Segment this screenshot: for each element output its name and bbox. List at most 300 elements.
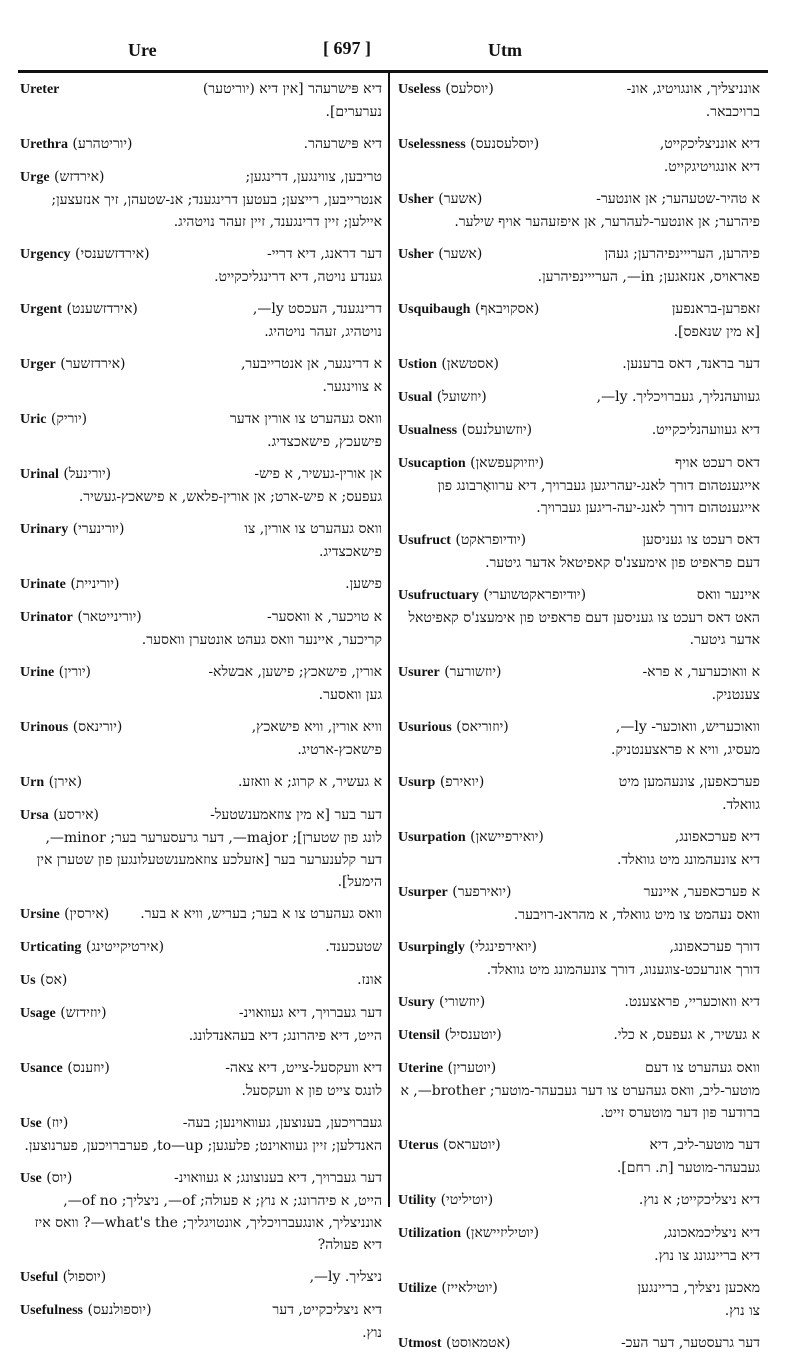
- entry-first-line: [398, 386, 760, 409]
- definition-start: פישען.: [345, 576, 382, 592]
- dictionary-entry: [398, 991, 760, 1014]
- entry-first-line: [398, 1222, 760, 1245]
- definition-start: דיא ניצליכקייט; א נוץ.: [638, 1192, 760, 1208]
- pronunciation: (אירטיקייטינג): [85, 939, 165, 955]
- definition-continued: גוואלד.: [722, 797, 760, 813]
- pronunciation: (יואירפער): [452, 884, 512, 900]
- pronunciation: (יוזשועל): [436, 389, 487, 405]
- definition-continued: געבעהר-מוטער [ת. רחם].: [616, 1160, 760, 1176]
- dictionary-entry: [20, 463, 382, 508]
- entry-first-line: [20, 661, 382, 684]
- pronunciation: (יוספול): [62, 1269, 107, 1285]
- dictionary-entry: [20, 1002, 382, 1047]
- dictionary-entry: [20, 804, 382, 893]
- definition-start: דאס רעכט צו געניסען: [642, 532, 760, 548]
- definition-start: געוועהנליך, געברויכליך. ly—,: [596, 389, 760, 405]
- pronunciation: (אשער): [438, 246, 483, 262]
- pronunciation: (יוריניית): [70, 576, 120, 592]
- headword-group: [398, 1222, 539, 1245]
- entry-first-line: [20, 1299, 382, 1322]
- definition-start: דיא ניצליכמאכונג,: [663, 1225, 760, 1241]
- page-number: [ 697 ]: [323, 38, 371, 58]
- dictionary-entry: [398, 661, 760, 706]
- headword-group: [20, 243, 150, 266]
- headword: Ustion: [398, 357, 437, 372]
- headword: Urgent: [20, 302, 62, 317]
- headword: Usher: [398, 247, 434, 262]
- definition-start: וואוכעריש, וואוכער- ly—,: [615, 719, 760, 735]
- dictionary-entry: [20, 1299, 382, 1344]
- headword: Uterus: [398, 1138, 439, 1153]
- headword: Ureter: [20, 82, 60, 97]
- definition-start: מאכען ניצליך, בריינגען: [637, 1280, 760, 1296]
- pronunciation: (אירדזשענט): [66, 301, 138, 317]
- pronunciation: (יורינאס): [72, 719, 123, 735]
- definition-start: אן אורין-געשיר, א פיש-: [254, 466, 382, 482]
- dictionary-entry: [20, 661, 382, 706]
- entry-first-line: [20, 716, 382, 739]
- pronunciation: (יורין): [58, 664, 91, 680]
- definition-continued: דיא אונגויטיגקייט.: [663, 159, 760, 175]
- definition-continued: געפעס; א פיש-ארט; אן אורין-פלאש, א פישאכץ-געשיר.: [78, 489, 382, 505]
- pronunciation: (יוז): [46, 1115, 69, 1131]
- headword: Usufructuary: [398, 588, 479, 603]
- dictionary-entry: [398, 419, 760, 442]
- headword-group: [20, 903, 109, 926]
- headword: Uselessness: [398, 137, 466, 152]
- pronunciation: (יוטיליטי): [440, 1192, 494, 1208]
- definition-start: א געשיר, א קרוג; א וואזע.: [237, 774, 382, 790]
- pronunciation: (אירסין): [64, 906, 110, 922]
- definition-start: וואס געהערט צו דעם: [644, 1060, 760, 1076]
- pronunciation: (יורינעל): [63, 466, 112, 482]
- headword: Urge: [20, 170, 50, 185]
- headword: Usurer: [398, 665, 440, 680]
- dictionary-entry: [398, 1222, 760, 1267]
- pronunciation: (יוריטהרע): [72, 136, 133, 152]
- dictionary-entry: [398, 452, 760, 519]
- headword-group: [398, 584, 586, 607]
- definition-start: דיא אונניצליכקייט,: [659, 136, 760, 152]
- headword-group: [20, 1112, 68, 1135]
- dictionary-entry: [20, 771, 382, 794]
- entry-first-line: [398, 584, 760, 607]
- definition-start: דער בער [א מין צוזאמענשטעל-: [210, 807, 382, 823]
- headword: Utility: [398, 1193, 437, 1208]
- headword: Urethra: [20, 137, 68, 152]
- definition-start: וואס געהערט צו אורין אדער: [229, 411, 382, 427]
- definition-start: א וואוכערער, א פרא-: [642, 664, 760, 680]
- dictionary-entry: [20, 1266, 382, 1289]
- definition-continued: צו נוץ.: [724, 1303, 760, 1319]
- dictionary-entry: [398, 188, 760, 233]
- headword-group: [20, 463, 111, 486]
- definition-start: דיא פערכאפונג,: [674, 829, 760, 845]
- entry-first-line: [398, 529, 760, 552]
- definition-continued: נערערים].: [325, 104, 382, 120]
- headword: Usufruct: [398, 533, 451, 548]
- definition-continued: וואס נעהמט צו מיט גוואלד, א מהראנ-רויבער.: [513, 907, 760, 923]
- entry-first-line: [398, 452, 760, 475]
- headword: Urinary: [20, 522, 69, 537]
- dictionary-entry: [20, 606, 382, 651]
- entry-first-line: [398, 881, 760, 904]
- pronunciation: (יוסלעסנעס): [470, 136, 540, 152]
- pronunciation: (אשער): [438, 191, 483, 207]
- headword-group: [20, 133, 132, 156]
- pronunciation: (אירדזשענסי): [75, 246, 150, 262]
- definition-start: וואס געהערט צו אורין, צו: [244, 521, 382, 537]
- pronunciation: (יוזיוקעפשאן): [470, 455, 545, 471]
- headword: Usucaption: [398, 456, 466, 471]
- definition-continued: דיא בריינגונג צו נוץ.: [654, 1248, 760, 1264]
- headword: Usher: [398, 192, 434, 207]
- pronunciation: (יוס): [46, 1170, 73, 1186]
- entry-first-line: [20, 771, 382, 794]
- dictionary-entry: [20, 936, 382, 959]
- dictionary-entry: [398, 298, 760, 343]
- headword-group: [398, 771, 484, 794]
- dictionary-entry: [398, 529, 760, 574]
- dictionary-entry: [20, 903, 382, 926]
- entry-first-line: [20, 298, 382, 321]
- pronunciation: (יוזוריאס): [456, 719, 509, 735]
- definition-start: א טהיר-שטעהער; אן אונטער-: [596, 191, 760, 207]
- dictionary-entry: [398, 1189, 760, 1212]
- definition-start: וויא אורין, וויא פישאכץ,: [251, 719, 382, 735]
- pronunciation: (יואירפינגלי): [469, 939, 537, 955]
- dictionary-entry: [20, 166, 382, 233]
- definition-start: א דרינגער, אן אנטרייבער,: [240, 356, 382, 372]
- headword-group: [398, 1277, 498, 1300]
- definition-continued: האנדלען; זיין געוואוינט; פלעגען; to—up, פערברויכען, פערנוצען.: [24, 1138, 382, 1154]
- pronunciation: (יוטענסיל): [444, 1027, 502, 1043]
- headword-group: [398, 661, 501, 684]
- headword-group: [20, 1299, 152, 1322]
- headword: Usefulness: [20, 1303, 84, 1318]
- pronunciation: (אירסע): [53, 807, 100, 823]
- entry-first-line: [20, 804, 382, 827]
- definition-start: דער געברויך, דיא בענוצונג; א געוואוינ-: [174, 1170, 382, 1186]
- definition-start: דיא געוועהנליכקייט.: [651, 422, 760, 438]
- definition-start: דורך פערכאפונג,: [669, 939, 760, 955]
- definition-continued: גען וואסער.: [318, 687, 382, 703]
- column-divider: [388, 72, 390, 1207]
- pronunciation: (אירדזש): [54, 169, 105, 185]
- definition-start: דרינגענד, העכסט ly—,: [252, 301, 382, 317]
- definition-start: אורין, פישאכץ; פישען, אבשלא-: [208, 664, 382, 680]
- page-header: [18, 34, 768, 64]
- definition-continued: אנטרייבען, רייצען; בעטען דרינגענד; אנ-שטעהן, זיך אנזעצען; איילען; זיין דרינגענד, זיין זעהר נויטהיג.: [51, 192, 382, 230]
- headword: Urinator: [20, 610, 73, 625]
- definition-start: דיא פּישרעהר.: [303, 136, 382, 152]
- headword-group: [398, 936, 537, 959]
- headword-group: [398, 1134, 501, 1157]
- dictionary-entry: [20, 969, 382, 992]
- headword-group: [398, 386, 487, 409]
- headword-group: [20, 1167, 72, 1190]
- dictionary-entry: [398, 1332, 760, 1355]
- definition-continued: [א מין שנאפס].: [673, 324, 760, 340]
- dictionary-entry: [20, 298, 382, 343]
- definition-start: פערכאפען, צונעהמען מיט: [618, 774, 760, 790]
- headword: Urine: [20, 665, 55, 680]
- headword-group: [20, 1057, 110, 1080]
- entry-first-line: [398, 826, 760, 849]
- pronunciation: (יוזידזש): [60, 1005, 107, 1021]
- pronunciation: (אסטשאן): [441, 356, 499, 372]
- headword-group: [398, 826, 544, 849]
- definition-continued: פישאכצדיג.: [319, 544, 382, 560]
- dictionary-entry: [20, 133, 382, 156]
- headword-group: [398, 133, 539, 156]
- definition-start: דיא פּישרעהר [אין דיא (יוריטער): [202, 81, 382, 97]
- definition-start: א טויכער, א וואסער-: [266, 609, 382, 625]
- definition-start: זאפרען-בראנפען: [671, 301, 760, 317]
- headword: Use: [20, 1116, 42, 1131]
- left-column: [20, 78, 382, 1341]
- headword-group: [398, 452, 544, 475]
- dictionary-entry: [398, 78, 760, 123]
- dictionary-entry: [398, 243, 760, 288]
- entry-first-line: [20, 936, 382, 959]
- headword: Uric: [20, 412, 47, 427]
- entry-first-line: [398, 1277, 760, 1300]
- headword: Utilize: [398, 1281, 437, 1296]
- definition-start: טריבען, צווינגען, דרינגען;: [245, 169, 382, 185]
- pronunciation: (אירן): [48, 774, 83, 790]
- pronunciation: (יוטערין): [447, 1060, 497, 1076]
- headword: Useful: [20, 1270, 59, 1285]
- dictionary-entry: [398, 936, 760, 981]
- definition-continued: א צווינגער.: [322, 379, 382, 395]
- definition-continued: נויטהיג, זעהר נויטהיג.: [264, 324, 382, 340]
- dictionary-entry: [20, 716, 382, 761]
- pronunciation: (אטמאוסט): [446, 1335, 511, 1351]
- dictionary-entry: [398, 1134, 760, 1179]
- definition-continued: דורך אונרעכט-צוגענוג, דורך צונעהמונג מיט גוואלד.: [486, 962, 760, 978]
- dictionary-entry: [398, 386, 760, 409]
- headword: Usurpation: [398, 830, 466, 845]
- definition-start: דער גרעסטער, דער העכ-: [620, 1335, 760, 1351]
- entry-first-line: [20, 133, 382, 156]
- entry-first-line: [20, 353, 382, 376]
- definition-continued: פיהרער; אן אונטער-לעהרער, אן איפזעהער אויף שילער.: [454, 214, 760, 230]
- right-column: [398, 78, 760, 1351]
- entry-first-line: [398, 419, 760, 442]
- headword-group: [20, 804, 99, 827]
- headword: Usualness: [398, 423, 458, 438]
- definition-continued: פישעכץ, פישאכצדיג.: [267, 434, 382, 450]
- pronunciation: (אסקויבאף): [474, 301, 540, 317]
- entry-first-line: [20, 166, 382, 189]
- headword-group: [20, 166, 104, 189]
- headword-group: [20, 408, 87, 431]
- headword: Us: [20, 973, 36, 988]
- dictionary-entry: [398, 1024, 760, 1047]
- headword: Utensil: [398, 1028, 440, 1043]
- entry-first-line: [398, 661, 760, 684]
- definition-start: דיא וועקסעל-צייט, דיא צאה-: [225, 1060, 382, 1076]
- headword-group: [20, 1266, 106, 1289]
- headword-group: [398, 298, 539, 321]
- entry-first-line: [20, 573, 382, 596]
- entry-first-line: [398, 1024, 760, 1047]
- headword: Uterine: [398, 1061, 444, 1076]
- dictionary-entry: [20, 78, 382, 123]
- entry-first-line: [20, 408, 382, 431]
- headword-group: [20, 969, 67, 992]
- headword-group: [20, 661, 91, 684]
- pronunciation: (יוזשורי): [439, 994, 486, 1010]
- headword-group: [398, 353, 499, 376]
- entry-first-line: [20, 1057, 382, 1080]
- definition-continued: דעם פראפיט פון אימעצנ'ס קאפיטאל אדער גיטער.: [485, 555, 760, 571]
- headword-group: [398, 419, 532, 442]
- dictionary-entry: [20, 243, 382, 288]
- headword: Usance: [20, 1061, 63, 1076]
- dictionary-entry: [398, 716, 760, 761]
- headword-group: [398, 1057, 496, 1080]
- headword-group: [20, 606, 142, 629]
- entry-first-line: [398, 991, 760, 1014]
- headword-group: [20, 1002, 107, 1025]
- headword-group: [20, 518, 124, 541]
- entry-first-line: [398, 716, 760, 739]
- entry-first-line: [20, 1167, 382, 1190]
- headword: Urticating: [20, 940, 82, 955]
- headword-group: [20, 716, 122, 739]
- dictionary-entry: [398, 771, 760, 816]
- pronunciation: (יוזשועלנעס): [461, 422, 533, 438]
- dictionary-entry: [398, 826, 760, 871]
- definition-continued: האט דאס רעכט צו געניסען דעם פראפיט פון אימעצנ'ס קאפיטאל אדער גיטער.: [408, 610, 760, 648]
- pronunciation: (יוספולנעס): [87, 1302, 152, 1318]
- headword: Urinous: [20, 720, 69, 735]
- dictionary-entry: [398, 1277, 760, 1322]
- headword: Urinate: [20, 577, 66, 592]
- definition-continued: לונג פון שטערן]; major—, דער גרעסערער בער; minor—, דער קלענערער בער [אזעלכע צוזאמענשטעלונגען פון שטערן אין הימעל].: [36, 830, 382, 890]
- entry-first-line: [398, 298, 760, 321]
- definition-start: דאס רעכט אויף: [674, 455, 760, 471]
- headword: Urger: [20, 357, 56, 372]
- guide-word-left: Ure: [128, 40, 157, 60]
- definition-continued: גענדע נויטה, דיא דרינגליכקייט.: [214, 269, 382, 285]
- headword-group: [20, 573, 120, 596]
- entry-first-line: [398, 936, 760, 959]
- headword-group: [398, 243, 482, 266]
- headword: Usurpingly: [398, 940, 465, 955]
- definition-continued: הייט, א פיהרונג; א נוץ; א פעולה; of—, ניצליך; of no—, אונניצליך, אונגעברויכליך, אונטויגליך; what's the—? וואס איז דיא פעולה?: [34, 1193, 382, 1253]
- definition-start: דיא ניצליכקייט, דער: [272, 1302, 382, 1318]
- definition-continued: אייגענטהום דורך לאנג-יעהריגען געברויך, דיא ערוואָרבונג פון אייגענטהום דורך לאנג-יעה-ריגען געברויך.: [437, 478, 760, 516]
- pronunciation: (יוריק): [50, 411, 88, 427]
- definition-start: דער בראנד, דאס ברענען.: [622, 356, 760, 372]
- dictionary-entry: [20, 408, 382, 453]
- entry-first-line: [398, 243, 760, 266]
- definition-start: דער דראנג, דיא דריי-: [266, 246, 382, 262]
- pronunciation: (יואירפיישאן): [470, 829, 544, 845]
- headword: Useless: [398, 82, 441, 97]
- headword: Utmost: [398, 1336, 442, 1351]
- headword: Ursa: [20, 808, 49, 823]
- headword: Usage: [20, 1006, 56, 1021]
- entry-first-line: [398, 78, 760, 101]
- definition-continued: ברויכבאר.: [705, 104, 760, 120]
- dictionary-entry: [20, 1167, 382, 1256]
- definition-start: א געשיר, א געפעס, א כלי.: [613, 1027, 760, 1043]
- headword: Usurp: [398, 775, 436, 790]
- headword-group: [20, 298, 138, 321]
- definition-start: אונז.: [357, 972, 382, 988]
- definition-continued: קריכער, איינער וואס געהט אונטערן וואסער.: [141, 632, 382, 648]
- definition-continued: נוץ.: [362, 1325, 382, 1341]
- definition-start: א פערכאפער, איינער: [643, 884, 760, 900]
- headword-group: [398, 991, 485, 1014]
- entry-first-line: [398, 188, 760, 211]
- header-rule: [18, 70, 768, 73]
- dictionary-entry: [20, 1057, 382, 1102]
- definition-continued: פישאכץ-ארטיג.: [297, 742, 382, 758]
- dictionary-entry: [20, 573, 382, 596]
- definition-start: געברויכען, בענוצען, געוואוינען; בעה-: [182, 1115, 382, 1131]
- headword: Utilization: [398, 1226, 461, 1241]
- entry-first-line: [398, 1189, 760, 1212]
- headword-group: [398, 1332, 511, 1355]
- definition-start: איינער וואס: [696, 587, 760, 603]
- pronunciation: (יוזענס): [67, 1060, 110, 1076]
- pronunciation: (יואירפ): [439, 774, 485, 790]
- pronunciation: (יורינייטאר): [77, 609, 142, 625]
- pronunciation: (יוטיליזיישאן): [465, 1225, 540, 1241]
- definition-start: שטעכענד.: [325, 939, 382, 955]
- headword-group: [20, 78, 59, 101]
- entry-first-line: [398, 771, 760, 794]
- headword-group: [398, 188, 482, 211]
- definition-start: דער געברויך, דיא געוואוינ-: [238, 1005, 382, 1021]
- headword: Urinal: [20, 467, 59, 482]
- entry-first-line: [20, 606, 382, 629]
- headword-group: [398, 1024, 502, 1047]
- dictionary-entry: [20, 518, 382, 563]
- headword: Use: [20, 1171, 42, 1186]
- entry-first-line: [20, 463, 382, 486]
- entry-first-line: [398, 133, 760, 156]
- entry-first-line: [398, 1057, 760, 1080]
- pronunciation: (יוזשורער): [444, 664, 502, 680]
- definition-continued: דיא צונעהמונג מיט גוואלד.: [616, 852, 760, 868]
- headword: Usurious: [398, 720, 452, 735]
- pronunciation: (יוטילאייז): [441, 1280, 498, 1296]
- headword-group: [398, 716, 509, 739]
- headword: Usual: [398, 390, 433, 405]
- headword: Ursine: [20, 907, 60, 922]
- definition-start: וואס געהערט צו א בער; בעריש, וויא א בער.: [140, 906, 382, 922]
- definition-continued: פאראויס, אנזאגען; in—, הערייינפיהרען.: [537, 269, 760, 285]
- entry-first-line: [20, 1002, 382, 1025]
- headword-group: [398, 881, 512, 904]
- headword: Usury: [398, 995, 435, 1010]
- entry-first-line: [398, 353, 760, 376]
- entry-first-line: [20, 1266, 382, 1289]
- pronunciation: (אס): [40, 972, 68, 988]
- entry-first-line: [20, 969, 382, 992]
- dictionary-entry: [398, 584, 760, 651]
- dictionary-entry: [20, 1112, 382, 1157]
- guide-word-right: Utm: [488, 40, 522, 60]
- dictionary-entry: [398, 1057, 760, 1124]
- entry-first-line: [20, 78, 382, 101]
